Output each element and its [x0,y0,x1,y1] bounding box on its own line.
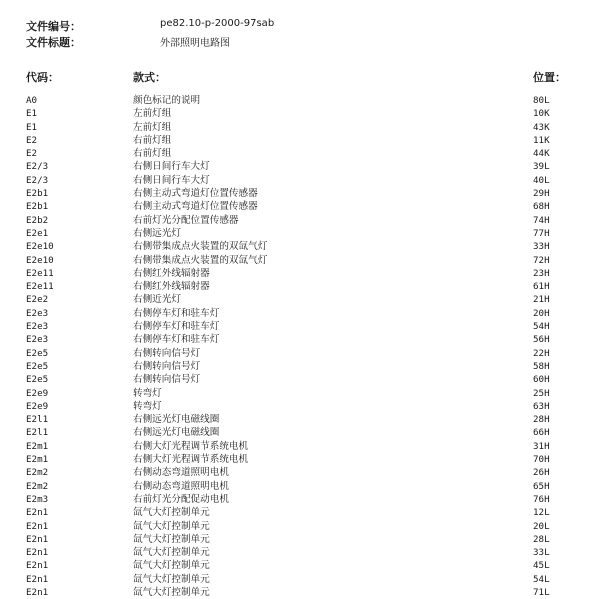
code-cell: E2e3 [26,307,49,319]
table-row [0,426,601,439]
position-cell: 76H [533,493,550,505]
code-cell: E2m3 [26,493,49,505]
code-cell: E2e5 [26,347,49,359]
position-cell: 33H [533,241,550,253]
table-row [0,333,601,346]
code-cell: E2b1 [26,201,49,213]
position-cell: 28H [533,414,550,426]
description-cell: 右侧大灯光程调节系统电机 [133,454,249,466]
table-row [0,214,601,227]
table-row [0,121,601,134]
code-cell: E2e10 [26,241,54,253]
table-row [0,520,601,533]
table-row [0,187,601,200]
code-cell: E2e10 [26,254,54,266]
description-cell: 氙气大灯控制单元 [133,507,210,519]
code-cell: A0 [26,95,38,106]
code-cell: E2e11 [26,281,54,293]
code-cell: E2n1 [26,573,49,585]
description-cell: 氙气大灯控制单元 [133,520,210,532]
description-cell: 右侧动态弯道照明电机 [133,467,229,479]
position-cell: 66H [533,427,550,439]
table-row [0,533,601,546]
description-cell: 转弯灯 [133,387,162,399]
position-cell: 63H [533,400,550,412]
code-cell: E1 [26,108,38,120]
description-cell: 右侧停车灯和驻车灯 [133,334,220,346]
table-row [0,387,601,400]
description-cell: 右侧远光灯电磁线圈 [133,414,220,426]
code-cell: E2e1 [26,227,49,239]
table-row [0,267,601,280]
description-cell: 右侧转向信号灯 [133,360,201,372]
component-list [0,94,601,599]
position-cell: 68H [533,201,550,213]
description-cell: 右侧远光灯 [133,227,181,239]
table-row [0,586,601,599]
code-cell: E2n1 [26,520,49,532]
table-row [0,320,601,333]
table-row [0,373,601,386]
code-cell: E2e3 [26,334,49,346]
table-row [0,413,601,426]
doc-title-value: 外部照明电路图 [160,38,230,49]
table-row [0,440,601,453]
table-row [0,480,601,493]
code-cell: E2e9 [26,400,49,412]
description-cell: 转弯灯 [133,400,162,412]
description-cell: 氙气大灯控制单元 [133,586,210,598]
code-cell: E2e5 [26,360,49,372]
description-cell: 氙气大灯控制单元 [133,560,210,572]
position-cell: 22H [533,347,550,359]
code-cell: E2n1 [26,586,49,598]
position-cell: 20L [533,520,550,532]
position-cell: 61H [533,281,550,293]
position-cell: 54H [533,321,550,333]
table-row [0,400,601,413]
description-cell: 氙气大灯控制单元 [133,533,210,545]
description-cell: 右侧主动式弯道灯位置传感器 [133,188,258,200]
position-cell: 60H [533,374,550,386]
description-cell: 右侧大灯光程调节系统电机 [133,440,249,452]
position-cell: 29H [533,188,550,200]
description-cell: 左前灯组 [133,108,172,120]
position-cell: 25H [533,387,550,399]
description-cell: 右侧停车灯和驻车灯 [133,307,220,319]
position-cell: 56H [533,334,550,346]
column-header-code: 代码： [26,71,59,84]
description-cell: 右前灯光分配促动电机 [133,493,229,505]
code-cell: E2e9 [26,387,49,399]
position-cell: 28L [533,533,550,545]
table-row [0,227,601,240]
code-cell: E2m1 [26,440,49,452]
table-row [0,280,601,293]
description-cell: 右侧近光灯 [133,294,181,306]
position-cell: 10K [533,108,550,120]
table-row [0,546,601,559]
column-header-style: 款式： [133,71,166,84]
description-cell: 右前灯组 [133,134,172,146]
code-cell: E2m2 [26,480,49,492]
description-cell: 右侧日间行车大灯 [133,161,210,173]
position-cell: 21H [533,294,550,306]
position-cell: 58H [533,360,550,372]
position-cell: 31H [533,440,550,452]
code-cell: E2n1 [26,560,49,572]
table-row [0,466,601,479]
table-row [0,453,601,466]
position-cell: 23H [533,267,550,279]
code-cell: E2e3 [26,321,49,333]
position-cell: 11K [533,134,550,146]
table-row [0,573,601,586]
description-cell: 右侧带集成点火装置的双氙气灯 [133,241,268,253]
code-cell: E2l1 [26,414,49,426]
description-cell: 右侧红外线辐射器 [133,281,210,293]
position-cell: 77H [533,227,550,239]
code-cell: E2n1 [26,533,49,545]
code-cell: E2e2 [26,294,49,306]
table-row [0,559,601,572]
code-cell: E2 [26,134,38,146]
table-row [0,307,601,320]
table-row [0,200,601,213]
doc-title-label: 文件标题： [26,36,81,49]
description-cell: 右前灯组 [133,148,172,160]
position-cell: 80L [533,95,550,106]
description-cell: 右侧日间行车大灯 [133,174,210,186]
position-cell: 54L [533,573,550,585]
description-cell: 右前灯光分配位置传感器 [133,214,239,226]
position-cell: 45L [533,560,550,572]
code-cell: E1 [26,121,38,133]
table-row [0,360,601,373]
description-cell: 颜色标记的说明 [133,95,201,106]
table-row [0,254,601,267]
description-cell: 右侧带集成点火装置的双氙气灯 [133,254,268,266]
description-cell: 左前灯组 [133,121,172,133]
description-cell: 右侧远光灯电磁线圈 [133,427,220,439]
table-row [0,240,601,253]
doc-number-value: pe82.10-p-2000-97sab [160,18,275,29]
position-cell: 65H [533,480,550,492]
table-row [0,347,601,360]
description-cell: 右侧红外线辐射器 [133,267,210,279]
description-cell: 氙气大灯控制单元 [133,573,210,585]
code-cell: E2e5 [26,374,49,386]
position-cell: 70H [533,454,550,466]
code-cell: E2b1 [26,188,49,200]
position-cell: 33L [533,547,550,559]
description-cell: 右侧转向信号灯 [133,347,201,359]
position-cell: 43K [533,121,550,133]
code-cell: E2 [26,148,38,160]
code-cell: E2b2 [26,214,49,226]
position-cell: 12L [533,507,550,519]
position-cell: 26H [533,467,550,479]
position-cell: 39L [533,161,550,173]
table-row [0,174,601,187]
code-cell: E2n1 [26,547,49,559]
description-cell: 右侧停车灯和驻车灯 [133,321,220,333]
description-cell: 右侧主动式弯道灯位置传感器 [133,201,258,213]
code-cell: E2n1 [26,507,49,519]
table-row [0,506,601,519]
position-cell: 40L [533,174,550,186]
code-cell: E2e11 [26,267,54,279]
position-cell: 20H [533,307,550,319]
code-cell: E2/3 [26,174,49,186]
code-cell: E2m1 [26,454,49,466]
position-cell: 44K [533,148,550,160]
table-row [0,293,601,306]
code-cell: E2/3 [26,161,49,173]
doc-number-label: 文件编号： [26,20,81,33]
code-cell: E2l1 [26,427,49,439]
column-header-position: 位置： [533,71,566,84]
position-cell: 71L [533,586,550,598]
table-row [0,493,601,506]
position-cell: 72H [533,254,550,266]
table-row [0,94,601,107]
table-row [0,160,601,173]
description-cell: 氙气大灯控制单元 [133,547,210,559]
description-cell: 右侧动态弯道照明电机 [133,480,229,492]
table-row [0,147,601,160]
table-row [0,134,601,147]
position-cell: 74H [533,214,550,226]
table-row [0,107,601,120]
code-cell: E2m2 [26,467,49,479]
description-cell: 右侧转向信号灯 [133,374,201,386]
